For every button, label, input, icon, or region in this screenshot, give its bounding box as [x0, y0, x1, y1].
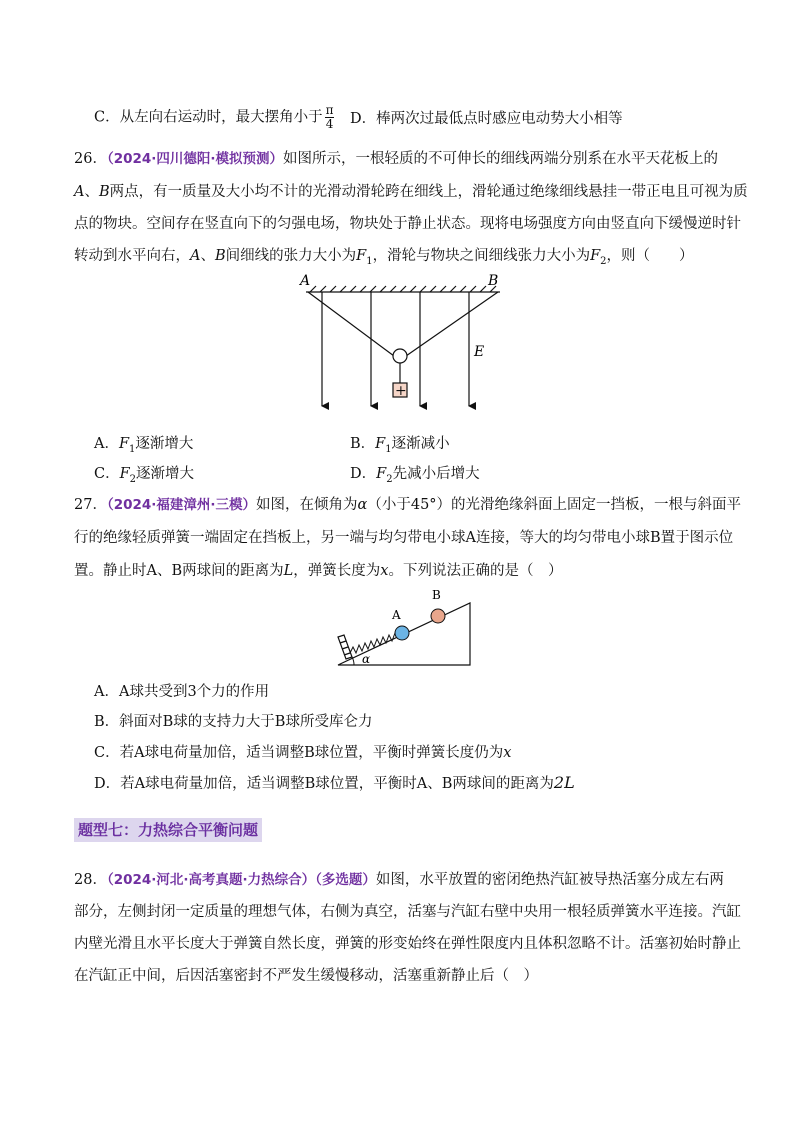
q27-option-d: D．若A球电荷量加倍，适当调整B球位置，平衡时A、B两球间的距离为2L	[94, 773, 575, 792]
label-e: E	[474, 344, 485, 360]
q28-source: （2024·河北·高考真题·力热综合）（多选题）	[106, 872, 376, 888]
q26-option-a: A．$F_1$逐渐增大	[94, 436, 194, 455]
label-alpha: α	[362, 652, 371, 666]
q28-stem-line4: 在汽缸正中间，后因活塞密封不严发生缓慢移动，活塞重新静止后（ ）	[74, 968, 538, 984]
q26-option-b: B．$F_1$逐渐减小	[350, 436, 450, 455]
pi-over-4-fraction: $\frac{\pi}{4}$	[325, 103, 334, 131]
q27-number: 27．	[74, 497, 107, 513]
ball-a	[395, 626, 409, 640]
q27-option-b: B．斜面对B球的支持力大于B球所受库仑力	[94, 714, 373, 730]
q28-stem-line1: 28．（2024·河北·高考真题·力热综合）（多选题）如图，水平放置的密闭绝热汽缸被导热活塞分成左右两	[74, 872, 724, 888]
q25-option-c: C．从左向右运动时，最大摆角小于 $\frac{\pi}{4}$	[94, 103, 334, 131]
plus-sign: +	[395, 383, 407, 399]
label-a: A	[392, 608, 401, 622]
q26-stem-line4: 转动到水平向右，A、B间细线的张力大小为$F_1$，滑轮与物块之间细线张力大小为$F_2$，则（ ）	[74, 248, 694, 267]
q27-option-c: C．若A球电荷量加倍，适当调整B球位置，平衡时弹簧长度仍为x	[94, 745, 512, 761]
q27-source: （2024·福建漳州·三模）	[106, 497, 257, 513]
ball-b	[431, 609, 445, 623]
q26-option-d: D．$F_2$先减小后增大	[350, 466, 480, 485]
q26-number: 26．	[74, 151, 107, 167]
ceiling	[306, 286, 500, 292]
q28-stem-line2: 部分，左侧封闭一定质量的理想气体，右侧为真空，活塞与汽缸右壁中央用一根轻质弹簧水平连接。汽缸	[74, 904, 741, 920]
q26-stem-line3: 点的物块。空间存在竖直向下的匀强电场，物块处于静止状态。现将电场强度方向由竖直向下缓慢逆时针	[74, 216, 741, 232]
q26-pulley-figure	[290, 270, 520, 420]
q26-stem-line2: A、B两点，有一质量及大小均不计的光滑动滑轮跨在细线上，滑轮通过绝缘细线悬挂一带正电且可视为质	[74, 184, 748, 200]
q28-number: 28．	[74, 872, 107, 888]
label-a: A	[300, 273, 311, 289]
q27-stem-line1: 27．（2024·福建漳州·三模）如图，在倾角为α（小于45°）的光滑绝缘斜面上固定一挡板，一根与斜面平	[74, 497, 742, 513]
q26-source: （2024·四川德阳·模拟预测）	[106, 151, 284, 167]
q27-option-a: A．A球共受到3个力的作用	[94, 684, 270, 700]
label-b: B	[488, 273, 499, 289]
q27-incline-figure	[330, 585, 480, 670]
stopper-plate	[338, 635, 352, 659]
q26-stem-line1: 26．（2024·四川德阳·模拟预测）如图所示，一根轻质的不可伸长的细线两端分别系在水平天花板上的	[74, 151, 719, 167]
q26-option-c: C．$F_2$逐渐增大	[94, 466, 195, 485]
label-b: B	[432, 588, 441, 602]
pulley	[393, 349, 407, 363]
q25-option-d: D．棒两次过最低点时感应电动势大小相等	[350, 111, 623, 127]
section-heading: 题型七：力热综合平衡问题	[74, 818, 262, 842]
q28-stem-line3: 内壁光滑且水平长度大于弹簧自然长度，弹簧的形变始终在弹性限度内且体积忽略不计。活塞初始时静止	[74, 936, 741, 952]
q27-stem-line2: 行的绝缘轻质弹簧一端固定在挡板上，另一端与均匀带电小球A连接，等大的均匀带电小球B置于图示位	[74, 530, 734, 546]
q27-stem-line3: 置。静止时A、B两球间的距离为L，弹簧长度为x。下列说法正确的是（ ）	[74, 563, 563, 579]
